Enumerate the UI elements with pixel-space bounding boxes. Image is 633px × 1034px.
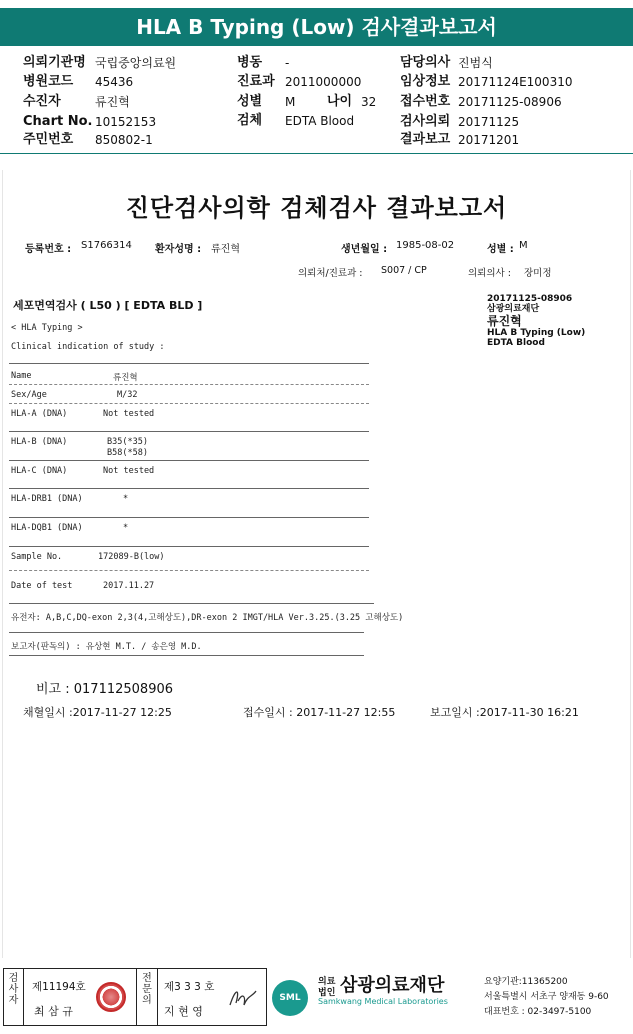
hla-b-label: HLA-B (DNA) xyxy=(11,437,68,447)
stamp-org: 삼광의료재단 xyxy=(487,304,540,314)
org-english: Samkwang Medical Laboratories xyxy=(318,997,448,1006)
examiner-name: 최 삼 규 xyxy=(34,1005,73,1018)
value-patient: 류진혁 xyxy=(95,95,130,109)
hla-drb1-label: HLA-DRB1 (DNA) xyxy=(11,494,83,504)
sample-no-label: Sample No. xyxy=(11,552,63,562)
date-of-test-value: 2017.11.27 xyxy=(103,581,155,591)
dob-value: 1985-08-02 xyxy=(396,240,455,251)
footer xyxy=(0,962,633,1034)
signature-icon xyxy=(226,985,262,1013)
sexage-value: M/32 xyxy=(117,390,138,400)
rule xyxy=(9,632,364,633)
value-hospital-code: 45436 xyxy=(95,75,134,89)
specialist-name: 지 현 영 xyxy=(164,1005,203,1018)
clinical-indication: Clinical indication of study : xyxy=(11,342,165,352)
value-resident-no: 850802-1 xyxy=(95,133,153,147)
label-department: 진료과 xyxy=(237,74,275,89)
specialist-char: 의 xyxy=(142,995,152,1006)
specialist-license: 제3 3 3 호 xyxy=(164,981,215,993)
label-resident-no: 주민번호 xyxy=(23,132,74,147)
sexage-label: Sex/Age xyxy=(11,390,47,400)
dob-label: 생년월일 : xyxy=(341,244,388,255)
value-age: 32 xyxy=(361,95,377,109)
rule xyxy=(9,384,369,385)
collection-time: 채혈일시 :2017-11-27 12:25 xyxy=(23,706,172,719)
stamp-receipt: 20171125-08906 xyxy=(487,294,573,304)
label-specimen: 검체 xyxy=(237,113,263,128)
label-ward: 병동 xyxy=(237,55,263,70)
specialist-char: 문 xyxy=(142,984,152,995)
rule xyxy=(9,603,374,604)
value-specimen: EDTA Blood xyxy=(285,114,355,128)
label-age: 나이 xyxy=(327,94,353,109)
value-department: 2011000000 xyxy=(285,75,362,89)
rule xyxy=(9,517,369,518)
hla-dqb1-label: HLA-DQB1 (DNA) xyxy=(11,523,83,533)
stamp-test: HLA B Typing (Low) xyxy=(487,328,586,338)
section-title: 세포면역검사 ( L50 ) [ EDTA BLD ] xyxy=(13,299,203,312)
sample-no-value: 172089-B(low) xyxy=(98,552,165,562)
examiner-char: 사 xyxy=(8,984,19,995)
req-doctor-value: 장미정 xyxy=(524,268,552,279)
value-report-date: 20171201 xyxy=(458,133,520,147)
label-doctor: 담당의사 xyxy=(400,55,451,70)
label-sex: 성별 xyxy=(237,94,263,109)
label-request-date: 검사의뢰 xyxy=(400,114,451,129)
org-code: 요양기관:11365200 xyxy=(484,977,568,987)
seal-stamp-icon xyxy=(96,982,126,1012)
org-small-2: 법인 xyxy=(318,988,336,998)
report-time: 보고일시 :2017-11-30 16:21 xyxy=(430,706,579,719)
report-title: 진단검사의학 검체검사 결과보고서 xyxy=(125,194,508,222)
examiner-license: 제11194호 xyxy=(32,981,86,993)
label-clinical-info: 임상정보 xyxy=(400,74,451,89)
value-clinical-info: 20171124E100310 xyxy=(458,75,573,89)
hla-drb1-value: * xyxy=(123,494,129,504)
signature-box xyxy=(3,968,267,1026)
specimen-stamp xyxy=(487,294,633,348)
report-header-title: HLA B Typing (Low) 검사결과보고서 xyxy=(0,8,633,46)
value-chart-no: 10152153 xyxy=(95,115,157,129)
label-report-date: 결과보고 xyxy=(400,132,451,147)
rule xyxy=(9,655,364,656)
reg-label: 등록번호 : xyxy=(25,244,72,255)
patient-name-label: 환자성명 : xyxy=(155,244,202,255)
rule xyxy=(9,460,369,461)
receipt-time: 접수일시 : 2017-11-27 12:55 xyxy=(243,706,396,719)
value-institution: 국립중앙의료원 xyxy=(95,56,177,70)
hla-dqb1-value: * xyxy=(123,523,129,533)
sex-label: 성별 : xyxy=(487,244,514,255)
label-institution: 의뢰기관명 xyxy=(23,55,86,70)
label-hospital-code: 병원코드 xyxy=(23,74,74,89)
reporter: 보고자(판독의) : 유상현 M.T. / 송은영 M.D. xyxy=(11,642,202,652)
rule xyxy=(9,431,369,432)
date-of-test-label: Date of test xyxy=(11,581,73,591)
hla-a-value: Not tested xyxy=(103,409,155,419)
org-address: 서울특별시 서초구 양재동 9-60 xyxy=(484,992,609,1002)
rule xyxy=(9,403,369,404)
hla-typing-heading: < HLA Typing > xyxy=(11,323,83,333)
sml-logo-icon: SML xyxy=(272,980,308,1016)
stamp-patient: 류진혁 xyxy=(487,314,522,328)
examiner-char: 검 xyxy=(8,973,19,984)
value-receipt-no: 20171125-08906 xyxy=(458,95,562,109)
hla-a-label: HLA-A (DNA) xyxy=(11,409,68,419)
label-patient: 수진자 xyxy=(23,94,61,109)
reg-value: S1766314 xyxy=(81,240,132,251)
label-chart-no: Chart No. xyxy=(23,114,93,129)
org-name: 삼광의료재단 xyxy=(340,975,445,996)
org-phone: 대표번호 : 02-3497-5100 xyxy=(484,1007,592,1017)
examiner-char: 자 xyxy=(8,995,19,1006)
scanned-report xyxy=(2,170,631,958)
value-request-date: 20171125 xyxy=(458,115,520,129)
sex-value: M xyxy=(519,240,528,251)
name-value: 류진혁 xyxy=(113,373,138,383)
hla-b-value-2: B58(*58) xyxy=(107,448,148,458)
hla-b-value-1: B35(*35) xyxy=(107,437,148,447)
patient-name-value: 류진혁 xyxy=(211,244,240,255)
req-doctor-label: 의뢰의사 : xyxy=(468,268,511,279)
dept-value: S007 / CP xyxy=(381,265,427,276)
header-divider xyxy=(0,153,633,154)
specialist-char: 전 xyxy=(142,973,152,984)
rule xyxy=(9,570,369,571)
value-doctor: 진범식 xyxy=(458,56,493,70)
rule xyxy=(9,546,369,547)
value-ward: - xyxy=(285,56,290,70)
org-small-1: 의료 xyxy=(318,977,336,987)
dept-label: 의뢰처/진료과 : xyxy=(298,268,363,279)
specialist-label xyxy=(136,969,158,1025)
hla-c-label: HLA-C (DNA) xyxy=(11,466,68,476)
examiner-label xyxy=(4,969,24,1025)
label-receipt-no: 접수번호 xyxy=(400,94,451,109)
remark: 비고 : 017112508906 xyxy=(36,682,174,697)
rule xyxy=(9,488,369,489)
hla-c-value: Not tested xyxy=(103,466,155,476)
gene-info: 유전자: A,B,C,DQ-exon 2,3(4,고해상도),DR-exon 2 IMGT/HLA Ver.3.25.(3.25 고해상도) xyxy=(11,613,404,623)
rule xyxy=(9,363,369,364)
value-sex: M xyxy=(285,95,296,109)
stamp-specimen: EDTA Blood xyxy=(487,338,545,348)
name-label: Name xyxy=(11,371,32,381)
